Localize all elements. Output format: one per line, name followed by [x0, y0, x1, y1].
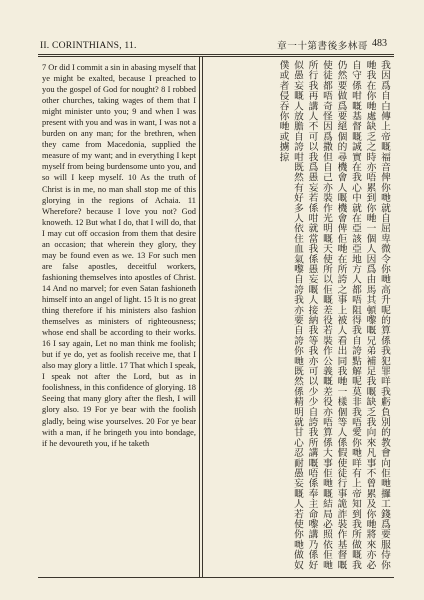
footer-rule — [38, 577, 394, 578]
page-number: 483 — [372, 38, 387, 49]
running-title-chinese: 章一十第書後多林哥 — [277, 41, 368, 52]
column-divider-double — [202, 57, 203, 577]
header-rule-double — [38, 56, 394, 57]
running-title: II. CORINTHIANS, 11. — [40, 39, 137, 51]
page-header — [40, 38, 394, 52]
english-text: 7 Or did I commit a sin in abasing myself that ye might be exalted, because I preached to you the gospel of God for nought? 8 I robbed other churches, taking wages of them that I might minister unto you; 9 and when I was present with you and was in want, I was not a burden on any man; for the brethren, when they came from Macedonia, supplied the measure of my want; and in everything I kept myself from being burdensome unto you, and so will I keep myself. 10 As the truth of Christ is in me, no man shall stop me of this glorying in the regions of Achaia. 11 Wherefore? because I love you not? God knoweth. 12 But what I do, that I will do, that I may cut off occasion from them that desire an occasion; that wherein they glory, they may be found even as we. 13 For such men are false apostles, deceitful workers, fashioning themselves into apostles of Christ. 14 And no marvel; for even Satan fashioneth himself into an angel of light. 15 It is no great thing therefore if his ministers also fashion themselves as ministers of righteousness; whose end shall be according to their works. 16 I say again, Let no man think me foolish; but if ye do, yet as foolish receive me, that I also may glory a little. 17 That which I speak, I speak not after the Lord, but as in foolishness, in this confidence of glorying. 18 Seeing that many glory after the flesh, I will glory also. 19 For ye bear with the foolish gladly, being wise yourselves. 20 For ye bear with a man, if he bringeth you into bondage, if he devoureth you, if he taketh — [42, 63, 196, 448]
chinese-column — [205, 60, 391, 572]
header-rule — [38, 54, 394, 55]
chinese-text: 我因爲自白傳上帝嘅福音俾你哋就自屈卑微令你哋高升呢的算係我犯罪咩我虧負別的教會向佢哋攞工錢爲要服侍你哋我在你哋處缺乏之時亦唔累到你哋一個人因爲由馬其頓嚟嘅兄弟補足我嘅缺乏我向來凡事不曾累及你哋將來亦必自守係咁嘅基督嘅誠實在我心中就在亞該亞地方人都唔阻得我自誇點解呢莫非我唔愛你哋咩有上帝知到我所做嘅我仍然要做爲要絕個的尋機會人嘅機會俾佢哋在所誇之事上被人看出同我哋一樣個等人係假使徒行事詭詐裝作基督嘅使徒都唔奇怪因爲撒但自己亦裝作光明嘅天使所以佢嘅差役若裝作公義嘅差役亦唔算係大事佢哋嘅結局必照依佢哋所行我再講人不可以我爲愚妄若係咁就當我係愚妄嘅人接納我等我亦可以少少自誇我所講嘅唔係奉主命嚟講乃係好似愚妄嘅人放膽自誇咁既然有好多人依住血氣嚟自誇我亦要自誇你哋既然係精明就甘心忍耐愚妄嘅人若使你哋做奴僕或者侵吞你哋或擄掠 — [277, 60, 390, 570]
english-column — [42, 62, 196, 449]
column-divider — [199, 57, 200, 577]
